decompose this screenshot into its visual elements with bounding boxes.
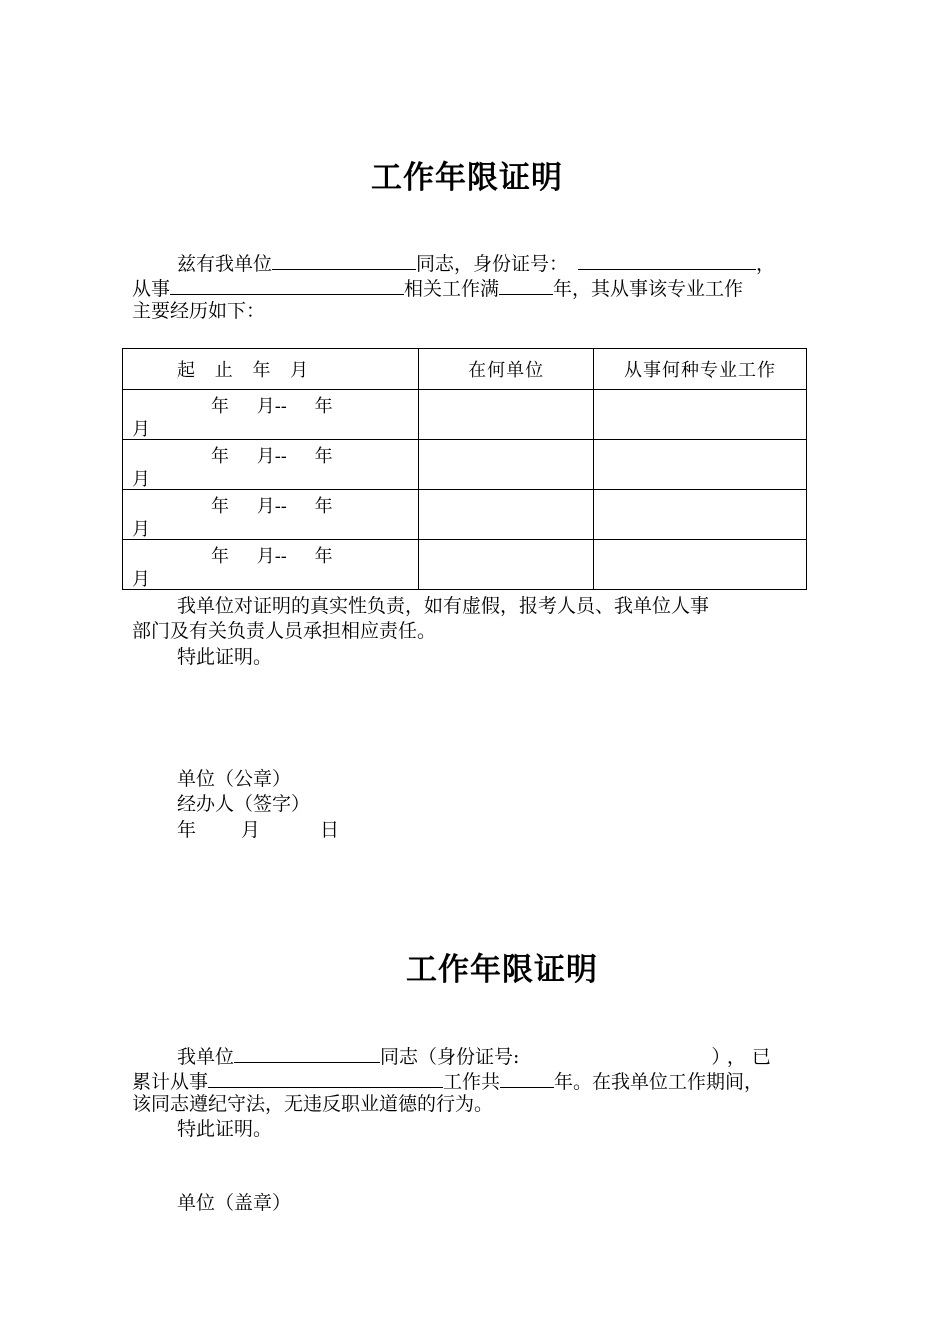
period-line1: 年 月-- 年: [211, 546, 333, 567]
specialty-cell[interactable]: [593, 540, 806, 590]
doc1-para1-line3: 主要经历如下：: [132, 300, 266, 322]
period-line1: 年 月-- 年: [211, 496, 333, 517]
doc1-text: ，: [756, 253, 776, 275]
employer-cell[interactable]: [419, 540, 594, 590]
doc1-title: 工作年限证明: [371, 160, 563, 196]
header-specialty: 从事何种专业工作: [593, 349, 806, 390]
field-blank[interactable]: [208, 1067, 443, 1088]
period-line2: 月: [132, 469, 150, 490]
date-year: 年: [177, 819, 197, 841]
field-blank[interactable]: [170, 274, 404, 295]
doc2-text: 同志（身份证号:: [380, 1046, 520, 1068]
period-line1: 年 月-- 年: [211, 396, 333, 417]
doc2-text: ），已: [711, 1046, 777, 1068]
doc2-text: 工作共: [443, 1071, 501, 1093]
date-day: 日: [320, 819, 340, 841]
table-row: [123, 540, 807, 590]
period-line2: 月: [132, 519, 150, 540]
doc1-sig-agent: 经办人（签字）: [177, 793, 311, 815]
employer-cell[interactable]: [419, 390, 594, 440]
header-period: 起 止 年 月: [123, 349, 419, 390]
table-header-row: [123, 349, 807, 390]
period-line1: 年 月-- 年: [211, 446, 333, 467]
id-number-blank[interactable]: [578, 249, 756, 270]
doc2-closing: 特此证明。: [177, 1118, 273, 1140]
employer-cell[interactable]: [419, 440, 594, 490]
doc1-para2-line1: 我单位对证明的真实性负责，如有虚假，报考人员、我单位人事: [177, 595, 710, 617]
employer-cell[interactable]: [419, 490, 594, 540]
date-month: 月: [241, 819, 261, 841]
doc2-para1-line1: [177, 1042, 777, 1069]
doc2-text: 累计从事: [132, 1071, 209, 1093]
doc1-text: 年，其从事该专业工作: [553, 278, 744, 300]
doc2-para1-line3: 该同志遵纪守法，无违反职业道德的行为。: [132, 1093, 494, 1115]
doc2-sig-unit: 单位（盖章）: [177, 1192, 292, 1214]
doc2-text: 我单位: [177, 1046, 235, 1068]
period-cell[interactable]: [123, 490, 419, 540]
unit-name-blank[interactable]: [272, 249, 416, 270]
doc1-para1-line1: [177, 249, 775, 276]
period-cell[interactable]: [123, 390, 419, 440]
doc1-para2-line2: 部门及有关负责人员承担相应责任。: [132, 620, 437, 642]
years-blank[interactable]: [500, 1067, 554, 1088]
specialty-cell[interactable]: [593, 440, 806, 490]
doc1-closing: 特此证明。: [177, 646, 273, 668]
specialty-cell[interactable]: [593, 390, 806, 440]
period-cell[interactable]: [123, 440, 419, 490]
work-history-table: [122, 348, 807, 590]
doc2-para1-line2: [132, 1067, 763, 1094]
doc2-text: 年。在我单位工作期间，: [554, 1071, 764, 1093]
specialty-cell[interactable]: [593, 490, 806, 540]
doc1-text: 兹有我单位: [177, 253, 273, 275]
period-cell[interactable]: [123, 540, 419, 590]
doc1-sig-date: [177, 818, 339, 842]
doc1-para1-line2: [132, 274, 743, 301]
years-blank[interactable]: [499, 274, 553, 295]
doc1-text: 同志，身份证号：: [416, 253, 569, 275]
doc1-text: 相关工作满: [404, 278, 500, 300]
header-employer: 在何单位: [419, 349, 594, 390]
period-line2: 月: [132, 569, 150, 590]
table-row: [123, 390, 807, 440]
doc2-title: 工作年限证明: [406, 952, 598, 988]
period-line2: 月: [132, 419, 150, 440]
table-row: [123, 440, 807, 490]
doc1-text: 从事: [132, 278, 171, 300]
table-row: [123, 490, 807, 540]
unit-name-blank[interactable]: [234, 1042, 380, 1063]
doc1-sig-unit: 单位（公章）: [177, 768, 292, 790]
